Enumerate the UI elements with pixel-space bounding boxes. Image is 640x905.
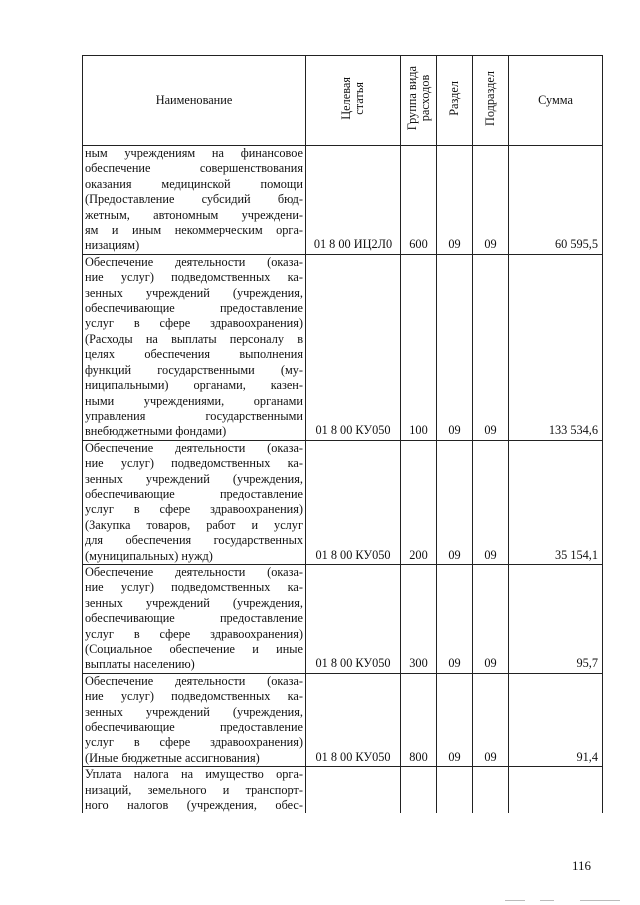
row-sum: 133 534,6 bbox=[509, 254, 603, 440]
table-row bbox=[83, 673, 603, 766]
scan-artifact bbox=[540, 900, 554, 901]
row-group: 100 bbox=[401, 254, 437, 440]
row-section: 09 bbox=[437, 673, 473, 766]
row-name-line: зенных учреждений (учреждения, bbox=[85, 471, 303, 486]
row-name-line: жетным, автономным учреждени- bbox=[85, 207, 303, 222]
row-name-line: ние услуг) подведомственных ка- bbox=[85, 689, 303, 704]
header-code: Целевая статья bbox=[339, 76, 366, 120]
row-name-line: обеспечивающие предоставление bbox=[85, 301, 303, 316]
row-code: 01 8 00 КУ050 bbox=[306, 440, 401, 564]
row-group: 300 bbox=[401, 564, 437, 673]
row-name-line: управления государственными bbox=[85, 408, 303, 423]
row-group: 600 bbox=[401, 146, 437, 255]
row-subsection: 09 bbox=[473, 254, 509, 440]
row-name-line: ного налогов (учреждения, обес- bbox=[85, 798, 303, 813]
page-number: 116 bbox=[572, 858, 592, 873]
row-name-line: Обеспечение деятельности (оказа- bbox=[85, 254, 303, 269]
row-name-line: Обеспечение деятельности (оказа- bbox=[85, 564, 303, 579]
header-section: Раздел bbox=[447, 80, 461, 116]
row-name-line: обеспечение совершенствования bbox=[85, 161, 303, 176]
row-name-line: услуг в сфере здравоохранения) bbox=[85, 626, 303, 641]
row-name-line: низациям) bbox=[85, 238, 140, 253]
row-name-line: зенных учреждений (учреждения, bbox=[85, 704, 303, 719]
table-body bbox=[83, 146, 603, 814]
row-section: 09 bbox=[437, 440, 473, 564]
header-group: Группа вида расходов bbox=[404, 66, 432, 131]
row-name-line: функций государственными (му- bbox=[85, 362, 303, 377]
row-sum: 35 154,1 bbox=[509, 440, 603, 564]
row-name-line: услуг в сфере здравоохранения) bbox=[85, 735, 303, 750]
row-sum bbox=[509, 767, 603, 814]
row-name-line: выплаты населению) bbox=[85, 657, 195, 672]
row-subsection: 09 bbox=[473, 440, 509, 564]
row-name-line: (Предоставление субсидий бюд- bbox=[85, 192, 303, 207]
row-code: 01 8 00 КУ050 bbox=[306, 673, 401, 766]
table-row bbox=[83, 440, 603, 564]
row-name bbox=[83, 767, 306, 814]
row-subsection: 09 bbox=[473, 564, 509, 673]
header-section-cell bbox=[437, 56, 473, 146]
row-name-line: ние услуг) подведомственных ка- bbox=[85, 456, 303, 471]
row-name-line: (Социальное обеспечение и иные bbox=[85, 642, 303, 656]
header-group-cell bbox=[401, 56, 437, 146]
row-name bbox=[83, 564, 306, 673]
budget-table bbox=[82, 55, 603, 813]
row-sum: 91,4 bbox=[509, 673, 603, 766]
row-name bbox=[83, 146, 306, 255]
row-group: 200 bbox=[401, 440, 437, 564]
row-name-line: внебюджетными фондами) bbox=[85, 424, 227, 439]
row-name bbox=[83, 440, 306, 564]
row-code bbox=[306, 767, 401, 814]
row-group: 800 bbox=[401, 673, 437, 766]
row-name-line: Обеспечение деятельности (оказа- bbox=[85, 440, 303, 455]
row-name-line: зенных учреждений (учреждения, bbox=[85, 285, 303, 300]
row-group bbox=[401, 767, 437, 814]
row-code: 01 8 00 КУ050 bbox=[306, 254, 401, 440]
row-name-line: (Закупка товаров, работ и услуг bbox=[85, 517, 303, 532]
row-subsection bbox=[473, 767, 509, 814]
header-code-cell bbox=[306, 56, 401, 146]
row-name-line: услуг в сфере здравоохранения) bbox=[85, 316, 303, 331]
row-name-line: услуг в сфере здравоохранения) bbox=[85, 502, 303, 517]
table-row bbox=[83, 146, 603, 255]
row-subsection: 09 bbox=[473, 146, 509, 255]
row-name-line: ние услуг) подведомственных ка- bbox=[85, 580, 303, 595]
row-name bbox=[83, 673, 306, 766]
row-section: 09 bbox=[437, 146, 473, 255]
row-name-line: (муниципальных) нужд) bbox=[85, 548, 213, 563]
row-name-line: зенных учреждений (учреждения, bbox=[85, 595, 303, 610]
row-code: 01 8 00 КУ050 bbox=[306, 564, 401, 673]
row-name-line: обеспечивающие предоставление bbox=[85, 611, 303, 626]
header-name: Наименование bbox=[83, 56, 306, 146]
row-name-line: ние услуг) подведомственных ка- bbox=[85, 270, 303, 285]
row-section bbox=[437, 767, 473, 814]
row-name-line: Уплата налога на имущество орга- bbox=[85, 767, 303, 782]
row-name-line: ниципальными) органами, казен- bbox=[85, 378, 303, 393]
table-row bbox=[83, 564, 603, 673]
scan-artifact bbox=[580, 900, 620, 901]
table-row bbox=[83, 767, 603, 814]
row-name-line: целях обеспечения выполнения bbox=[85, 347, 303, 362]
row-name-line: ными учреждениями, органами bbox=[85, 393, 303, 408]
row-name-line: для обеспечения государственных bbox=[85, 533, 303, 548]
row-name-line: ным учреждениям на финансовое bbox=[85, 146, 303, 160]
header-subsection: Подраздел bbox=[483, 70, 497, 126]
table-row bbox=[83, 254, 603, 440]
row-name-line: оказания медицинской помощи bbox=[85, 176, 303, 191]
row-name bbox=[83, 254, 306, 440]
row-section: 09 bbox=[437, 254, 473, 440]
row-code: 01 8 00 ИЦ2Л0 bbox=[306, 146, 401, 255]
row-name-line: Обеспечение деятельности (оказа- bbox=[85, 673, 303, 688]
row-name-line: (Иные бюджетные ассигнования) bbox=[85, 750, 260, 765]
row-sum: 95,7 bbox=[509, 564, 603, 673]
row-name-line: ям и иным некоммерческим орга- bbox=[85, 223, 303, 238]
row-name-line: обеспечивающие предоставление bbox=[85, 486, 303, 501]
row-name-line: (Расходы на выплаты персоналу в bbox=[85, 331, 303, 346]
row-name-line: обеспечивающие предоставление bbox=[85, 720, 303, 735]
row-sum: 60 595,5 bbox=[509, 146, 603, 255]
row-subsection: 09 bbox=[473, 673, 509, 766]
scan-artifact bbox=[505, 900, 525, 901]
table-header-row bbox=[83, 56, 603, 146]
row-name-line: низаций, земельного и транспорт- bbox=[85, 782, 303, 797]
header-subsection-cell bbox=[473, 56, 509, 146]
header-sum: Сумма bbox=[509, 56, 603, 146]
row-section: 09 bbox=[437, 564, 473, 673]
